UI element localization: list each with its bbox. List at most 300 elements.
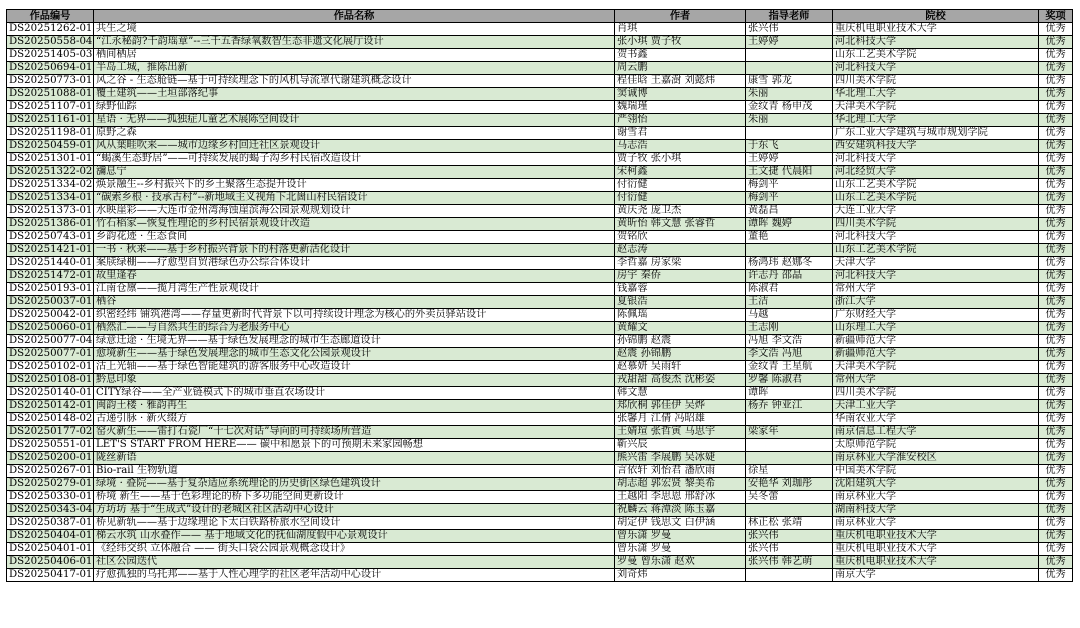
cell-advisor: 杨乔 钟亚江 (746, 400, 833, 413)
table-row (7, 296, 1073, 309)
cell-advisor: 梅剑平 (746, 192, 833, 205)
cell-title: 绿意迁途 · 生境无界——基于绿色发展理念的城市生态廊道设计 (94, 335, 615, 348)
cell-id: DS20251334-01 (7, 192, 94, 205)
table-row (7, 283, 1073, 296)
cell-advisor: 董艳 (746, 231, 833, 244)
cell-advisor: 王志刚 (746, 322, 833, 335)
cell-school: 新疆师范大学 (833, 348, 1039, 361)
table-row (7, 244, 1073, 257)
table-row (7, 309, 1073, 322)
cell-title: 栖然汇——与自然共生的综合为老服务中心 (94, 322, 615, 335)
cell-advisor: 王文捷 代晨阳 (746, 166, 833, 179)
cell-title: 闽韵土楼 · 雅韵再生 (94, 400, 615, 413)
cell-school: 南京大学 (833, 569, 1039, 582)
cell-id: DS20251088-01 (7, 88, 94, 101)
cell-title: 愈境新生——基于绿色发展理念的城市生态文化公园景观设计 (94, 348, 615, 361)
cell-award: 优秀 (1039, 569, 1073, 582)
cell-advisor: 张兴伟 (746, 23, 833, 36)
cell-award: 优秀 (1039, 62, 1073, 75)
cell-title: 桥境 新生——基于色彩理论的桥下多功能空间更新设计 (94, 491, 615, 504)
cell-award: 优秀 (1039, 166, 1073, 179)
cell-advisor: 康雪 郭龙 (746, 75, 833, 88)
cell-award: 优秀 (1039, 244, 1073, 257)
cell-award: 优秀 (1039, 530, 1073, 543)
cell-author: 魏瑞瑾 (615, 101, 746, 114)
cell-advisor: 王婷婷 (746, 36, 833, 49)
cell-advisor: 李文浩 冯旭 (746, 348, 833, 361)
cell-title: 方坊坊 基于“生成式”设计的老城区社区活动中心设计 (94, 504, 615, 517)
cell-author: 罗曼 曾乐潇 赵欢 (615, 556, 746, 569)
cell-author: 韩文慧 (615, 387, 746, 400)
table-row (7, 530, 1073, 543)
cell-title: “蝎溪生态野居”——可持续发展的蝎子沟乡村民宿改造设计 (94, 153, 615, 166)
cell-school: 山东工艺美术学院 (833, 179, 1039, 192)
cell-advisor: 朱丽 (746, 114, 833, 127)
cell-advisor: 安艳华 刘珈彤 (746, 478, 833, 491)
table-row (7, 23, 1073, 36)
cell-award: 优秀 (1039, 49, 1073, 62)
cell-author: 祝麟云 蒋潭淡 陈玉嘉 (615, 504, 746, 517)
cell-award: 优秀 (1039, 88, 1073, 101)
cell-author: 胡志超 郭宏贤 黎美希 (615, 478, 746, 491)
cell-school: 华南农业大学 (833, 413, 1039, 426)
cell-title: 疗愈孤独的乌托邦——基于人性心理学的社区老年活动中心设计 (94, 569, 615, 582)
cell-author: 程佳晗 王嘉澍 刘懿炜 (615, 75, 746, 88)
cell-title: 黔息印象 (94, 374, 615, 387)
cell-advisor (746, 452, 833, 465)
cell-school: 天津美术学院 (833, 101, 1039, 114)
cell-advisor: 于东飞 (746, 140, 833, 153)
cell-title: 星语 · 无界——孤独症儿童艺术展陈空间设计 (94, 114, 615, 127)
cell-award: 优秀 (1039, 114, 1073, 127)
cell-award: 优秀 (1039, 361, 1073, 374)
cell-school: 四川美术学院 (833, 387, 1039, 400)
table-row (7, 400, 1073, 413)
cell-author: 戎甜甜 高俊杰 沈彬姿 (615, 374, 746, 387)
cell-author: 周云鹏 (615, 62, 746, 75)
cell-id: DS20250551-01 (7, 439, 94, 452)
cell-id: DS20250694-01 (7, 62, 94, 75)
cell-advisor: 金纹青 杨申茂 (746, 101, 833, 114)
cell-title: LET'S START FROM HERE—— 碳中和愿景下的可预期未来家园畅想 (94, 439, 615, 452)
cell-id: DS20250102-01 (7, 361, 94, 374)
cell-author: 贺铭欣 (615, 231, 746, 244)
cell-school: 大连工业大学 (833, 205, 1039, 218)
cell-title: 绿野仙踪 (94, 101, 615, 114)
table-row (7, 88, 1073, 101)
cell-author: 赵慕妍 吴雨轩 (615, 361, 746, 374)
table-row (7, 166, 1073, 179)
cell-advisor: 林正松 张靖 (746, 517, 833, 530)
cell-award: 优秀 (1039, 543, 1073, 556)
cell-award: 优秀 (1039, 322, 1073, 335)
cell-id: DS20250177-02 (7, 426, 94, 439)
cell-id: DS20250279-01 (7, 478, 94, 491)
table-row (7, 49, 1073, 62)
cell-author: 夏银浩 (615, 296, 746, 309)
cell-advisor: 王洁 (746, 296, 833, 309)
table-row (7, 127, 1073, 140)
cell-school: 山东工艺美术学院 (833, 244, 1039, 257)
cell-school: 南京信息工程大学 (833, 426, 1039, 439)
cell-school: 西安建筑科技大学 (833, 140, 1039, 153)
table-row (7, 322, 1073, 335)
table-row (7, 231, 1073, 244)
cell-award: 优秀 (1039, 504, 1073, 517)
cell-award: 优秀 (1039, 439, 1073, 452)
cell-author: 曾乐潇 罗曼 (615, 543, 746, 556)
table-row (7, 374, 1073, 387)
cell-title: 乡韵花迹 · 生态食间 (94, 231, 615, 244)
table-row (7, 205, 1073, 218)
cell-title: 水映崖彩——大连市金州湾海蚀崖滨海公园景观规划设计 (94, 205, 615, 218)
cell-school: 河北科技大学 (833, 153, 1039, 166)
cell-award: 优秀 (1039, 426, 1073, 439)
cell-title: 江南仓廪——揽月湾生产性景观设计 (94, 283, 615, 296)
cell-title: 风从葉畦吹来——城市边缘乡村回迁社区景观设计 (94, 140, 615, 153)
cell-title: 瀰息宁 (94, 166, 615, 179)
cell-school: 山东工艺美术学院 (833, 49, 1039, 62)
cell-advisor: 吴冬蕾 (746, 491, 833, 504)
cell-advisor: 许志丹 邵晶 (746, 270, 833, 283)
awards-table (6, 9, 1073, 582)
cell-id: DS20250267-01 (7, 465, 94, 478)
table-row (7, 348, 1073, 361)
cell-title: 栖谷 (94, 296, 615, 309)
cell-id: DS20250037-01 (7, 296, 94, 309)
cell-id: DS20251405-03 (7, 49, 94, 62)
cell-author: 房宇 秦侨 (615, 270, 746, 283)
table-row (7, 140, 1073, 153)
cell-school: 河北科技大学 (833, 231, 1039, 244)
cell-advisor (746, 504, 833, 517)
cell-id: DS20250077-04 (7, 335, 94, 348)
table-row (7, 439, 1073, 452)
cell-title: 梯云水筑 山水叠作—— 基于地域文化的抚仙湖度假中心景观设计 (94, 530, 615, 543)
cell-award: 优秀 (1039, 309, 1073, 322)
table-row (7, 517, 1073, 530)
cell-advisor: 杨鸿玮 赵娜冬 (746, 257, 833, 270)
table-row (7, 491, 1073, 504)
cell-author: 陈佩瑶 (615, 309, 746, 322)
cell-school: 湖南科技大学 (833, 504, 1039, 517)
cell-school: 重庆机电职业技术大学 (833, 530, 1039, 543)
cell-title: 故里逢春 (94, 270, 615, 283)
cell-id: DS20250193-01 (7, 283, 94, 296)
cell-title: 竹石稻家—恢复性理论的乡村民宿景观设计改造 (94, 218, 615, 231)
cell-award: 优秀 (1039, 556, 1073, 569)
cell-school: 太原师范学院 (833, 439, 1039, 452)
cell-title: 陇丝新语 (94, 452, 615, 465)
cell-id: DS20251386-01 (7, 218, 94, 231)
cell-id: DS20250773-01 (7, 75, 94, 88)
cell-school: 天津美术学院 (833, 361, 1039, 374)
table-row (7, 465, 1073, 478)
cell-id: DS20250060-01 (7, 322, 94, 335)
cell-id: DS20251373-01 (7, 205, 94, 218)
cell-school: 天津工业大学 (833, 400, 1039, 413)
cell-title: 栖间栖居 (94, 49, 615, 62)
cell-author: 严翎怡 (615, 114, 746, 127)
cell-school: 华北理工大学 (833, 114, 1039, 127)
cell-advisor: 张兴伟 (746, 530, 833, 543)
cell-award: 优秀 (1039, 75, 1073, 88)
cell-title: 风之谷 - 生态舱链—基于可持续理念下的风机导流罩代谢建筑概念设计 (94, 75, 615, 88)
cell-award: 优秀 (1039, 140, 1073, 153)
cell-id: DS20251107-01 (7, 101, 94, 114)
cell-title: 焕景融生--乡村振兴下的乡土聚落生态提升设计 (94, 179, 615, 192)
cell-school: 重庆机电职业技术大学 (833, 23, 1039, 36)
cell-school: 南京林业大学淮安校区 (833, 452, 1039, 465)
cell-award: 优秀 (1039, 127, 1073, 140)
header-author: 作者 (615, 10, 746, 23)
cell-title: CITY绿谷——全产业链模式下的城市垂直农场设计 (94, 387, 615, 400)
table-row (7, 192, 1073, 205)
header-advisor: 指导老师 (746, 10, 833, 23)
cell-award: 优秀 (1039, 36, 1073, 49)
cell-author: 贺书鑫 (615, 49, 746, 62)
cell-school: 河北科技大学 (833, 62, 1039, 75)
cell-title: 一书 · 秋来——基于乡村振兴背景下的村落更新活化设计 (94, 244, 615, 257)
cell-school: 南京林业大学 (833, 491, 1039, 504)
table-row (7, 452, 1073, 465)
cell-school: 南京林业大学 (833, 517, 1039, 530)
table-row (7, 101, 1073, 114)
cell-school: 广东财经大学 (833, 309, 1039, 322)
cell-advisor: 马越 (746, 309, 833, 322)
header-title: 作品名称 (94, 10, 615, 23)
cell-school: 山东理工大学 (833, 322, 1039, 335)
table-row (7, 335, 1073, 348)
header-award: 奖项 (1039, 10, 1073, 23)
cell-id: DS20250558-04 (7, 36, 94, 49)
cell-title: 《经纬交织 立体融合 —— 街头口袋公园景观概念设计》 (94, 543, 615, 556)
cell-author: 郑欣桐 郭佳伊 吴烨 (615, 400, 746, 413)
cell-author: 肖琪 (615, 23, 746, 36)
cell-id: DS20250743-01 (7, 231, 94, 244)
table-body (7, 23, 1073, 582)
cell-id: DS20250417-01 (7, 569, 94, 582)
header-school: 院校 (833, 10, 1039, 23)
cell-title: 案牍绿棚——疗愈型自贸港绿色办公综合体设计 (94, 257, 615, 270)
table-row (7, 413, 1073, 426)
cell-award: 优秀 (1039, 179, 1073, 192)
cell-id: DS20251440-01 (7, 257, 94, 270)
cell-title: 绿境 · 叠院——基于复杂适应系统理论的历史街区绿色建筑设计 (94, 478, 615, 491)
cell-award: 优秀 (1039, 192, 1073, 205)
cell-author: 张小琪 贾子牧 (615, 36, 746, 49)
cell-author: 付衍健 (615, 179, 746, 192)
cell-advisor: 徐星 (746, 465, 833, 478)
cell-advisor: 谭晖 (746, 387, 833, 400)
cell-award: 优秀 (1039, 283, 1073, 296)
cell-id: DS20250330-01 (7, 491, 94, 504)
cell-id: DS20250108-01 (7, 374, 94, 387)
table-row (7, 62, 1073, 75)
table-row (7, 153, 1073, 166)
header-id: 作品编号 (7, 10, 94, 23)
cell-award: 优秀 (1039, 387, 1073, 400)
cell-advisor: 金纹青 王星航 (746, 361, 833, 374)
table-row (7, 270, 1073, 283)
cell-title: 窑火新生——雷打石瓷厂“十七次对话”导向的可持续场所营造 (94, 426, 615, 439)
cell-author: 胡定伊 钱思文 白伊涵 (615, 517, 746, 530)
cell-id: DS20250401-01 (7, 543, 94, 556)
cell-school: 天津大学 (833, 257, 1039, 270)
cell-award: 优秀 (1039, 413, 1073, 426)
cell-school: 山东工艺美术学院 (833, 192, 1039, 205)
cell-award: 优秀 (1039, 23, 1073, 36)
cell-school: 四川美术学院 (833, 218, 1039, 231)
table-row (7, 569, 1073, 582)
cell-award: 优秀 (1039, 218, 1073, 231)
cell-award: 优秀 (1039, 491, 1073, 504)
cell-advisor: 陈淑君 (746, 283, 833, 296)
cell-author: 钱嘉蓉 (615, 283, 746, 296)
cell-award: 优秀 (1039, 101, 1073, 114)
cell-school: 新疆师范大学 (833, 335, 1039, 348)
cell-id: DS20251301-01 (7, 153, 94, 166)
cell-id: DS20250459-01 (7, 140, 94, 153)
cell-title: 覆土建筑——土垣部落纪事 (94, 88, 615, 101)
cell-school: 广东工业大学建筑与城市规划学院 (833, 127, 1039, 140)
cell-author: 言依轩 刘怡君 潘欣雨 (615, 465, 746, 478)
cell-author: 王越阳 李思恩 邢舒冰 (615, 491, 746, 504)
cell-title: “碳索乡根 · 技承古村”--新地域主义视角下北崮山村民宿设计 (94, 192, 615, 205)
table-row (7, 36, 1073, 49)
cell-school: 河北科技大学 (833, 36, 1039, 49)
table-row (7, 504, 1073, 517)
cell-school: 浙江大学 (833, 296, 1039, 309)
cell-author: 黄庆尧 庞卫杰 (615, 205, 746, 218)
cell-award: 优秀 (1039, 517, 1073, 530)
cell-id: DS20250140-01 (7, 387, 94, 400)
cell-school: 常州大学 (833, 283, 1039, 296)
cell-advisor: 梅剑平 (746, 179, 833, 192)
cell-title: 半岛工城，推陈出新 (94, 62, 615, 75)
cell-id: DS20251161-01 (7, 114, 94, 127)
cell-school: 重庆机电职业技术大学 (833, 556, 1039, 569)
cell-author: 黄昕怡 韩文慧 张睿哲 (615, 218, 746, 231)
cell-id: DS20251334-02 (7, 179, 94, 192)
cell-advisor (746, 49, 833, 62)
cell-advisor (746, 439, 833, 452)
cell-school: 华北理工大学 (833, 88, 1039, 101)
cell-award: 优秀 (1039, 374, 1073, 387)
cell-author: 谢雪君 (615, 127, 746, 140)
cell-award: 优秀 (1039, 478, 1073, 491)
cell-id: DS20251198-01 (7, 127, 94, 140)
cell-award: 优秀 (1039, 270, 1073, 283)
table-row (7, 426, 1073, 439)
header-row (7, 10, 1073, 23)
cell-advisor (746, 62, 833, 75)
cell-id: DS20250343-04 (7, 504, 94, 517)
cell-id: DS20250406-01 (7, 556, 94, 569)
table-row (7, 114, 1073, 127)
cell-advisor: 张兴伟 (746, 543, 833, 556)
cell-advisor: 张兴伟 韩艺萌 (746, 556, 833, 569)
cell-school: 重庆机电职业技术大学 (833, 543, 1039, 556)
cell-id: DS20250148-02 (7, 413, 94, 426)
cell-title: 共生之境 (94, 23, 615, 36)
cell-author: 王婧瑄 张哲寅 马思宇 (615, 426, 746, 439)
cell-title: 桥见新轨——基于边缘理论下太白铁路桥旅水空间设计 (94, 517, 615, 530)
table-row (7, 218, 1073, 231)
awards-table-sheet (6, 9, 1072, 582)
cell-advisor (746, 244, 833, 257)
cell-school: 河北科技大学 (833, 270, 1039, 283)
cell-author: 靳兴辰 (615, 439, 746, 452)
table-row (7, 478, 1073, 491)
cell-title: “江永秘韵?千韵瑶章”--三千五香绿氧数智生态非遗文化展厅设计 (94, 36, 615, 49)
cell-title: 古递引脉 · 新火缀方 (94, 413, 615, 426)
table-row (7, 179, 1073, 192)
cell-author: 赵志涛 (615, 244, 746, 257)
table-row (7, 257, 1073, 270)
cell-id: DS20251322-02 (7, 166, 94, 179)
cell-advisor: 谭晖 魏婷 (746, 218, 833, 231)
table-row (7, 543, 1073, 556)
cell-award: 优秀 (1039, 452, 1073, 465)
cell-id: DS20250077-01 (7, 348, 94, 361)
cell-advisor: 罗馨 陈淑君 (746, 374, 833, 387)
cell-award: 优秀 (1039, 153, 1073, 166)
cell-author: 窦诚博 (615, 88, 746, 101)
cell-advisor: 黄磊昌 (746, 205, 833, 218)
cell-school: 中国美术学院 (833, 465, 1039, 478)
cell-school: 常州大学 (833, 374, 1039, 387)
cell-advisor: 冯旭 李文浩 (746, 335, 833, 348)
cell-author: 贾子牧 张小琪 (615, 153, 746, 166)
cell-award: 优秀 (1039, 296, 1073, 309)
cell-id: DS20251421-01 (7, 244, 94, 257)
cell-award: 优秀 (1039, 335, 1073, 348)
cell-author: 付衍健 (615, 192, 746, 205)
table-row (7, 387, 1073, 400)
cell-advisor (746, 127, 833, 140)
cell-author: 马志浩 (615, 140, 746, 153)
cell-author: 张馨月 江倩 冯昭雄 (615, 413, 746, 426)
cell-author: 黄耀文 (615, 322, 746, 335)
cell-author: 李哲嘉 房家梁 (615, 257, 746, 270)
table-row (7, 361, 1073, 374)
cell-school: 四川美术学院 (833, 75, 1039, 88)
cell-school: 河北经贸大学 (833, 166, 1039, 179)
cell-title: 沽上光轴——基于绿色智能建筑的游客服务中心改造设计 (94, 361, 615, 374)
cell-title: 原野之森 (94, 127, 615, 140)
cell-advisor (746, 569, 833, 582)
cell-author: 刘奇炜 (615, 569, 746, 582)
cell-advisor: 梁家年 (746, 426, 833, 439)
cell-award: 优秀 (1039, 231, 1073, 244)
cell-award: 优秀 (1039, 205, 1073, 218)
cell-title: Bio-rail 生物轨道 (94, 465, 615, 478)
cell-advisor (746, 413, 833, 426)
cell-advisor: 王婷婷 (746, 153, 833, 166)
cell-author: 熊兴雷 李展鹏 吴冰婕 (615, 452, 746, 465)
cell-id: DS20251472-01 (7, 270, 94, 283)
cell-award: 优秀 (1039, 257, 1073, 270)
cell-author: 曾乐潇 罗曼 (615, 530, 746, 543)
cell-id: DS20250404-01 (7, 530, 94, 543)
table-row (7, 556, 1073, 569)
cell-author: 宋柯鑫 (615, 166, 746, 179)
cell-award: 优秀 (1039, 400, 1073, 413)
cell-id: DS20250142-01 (7, 400, 94, 413)
cell-id: DS20250387-01 (7, 517, 94, 530)
cell-award: 优秀 (1039, 465, 1073, 478)
